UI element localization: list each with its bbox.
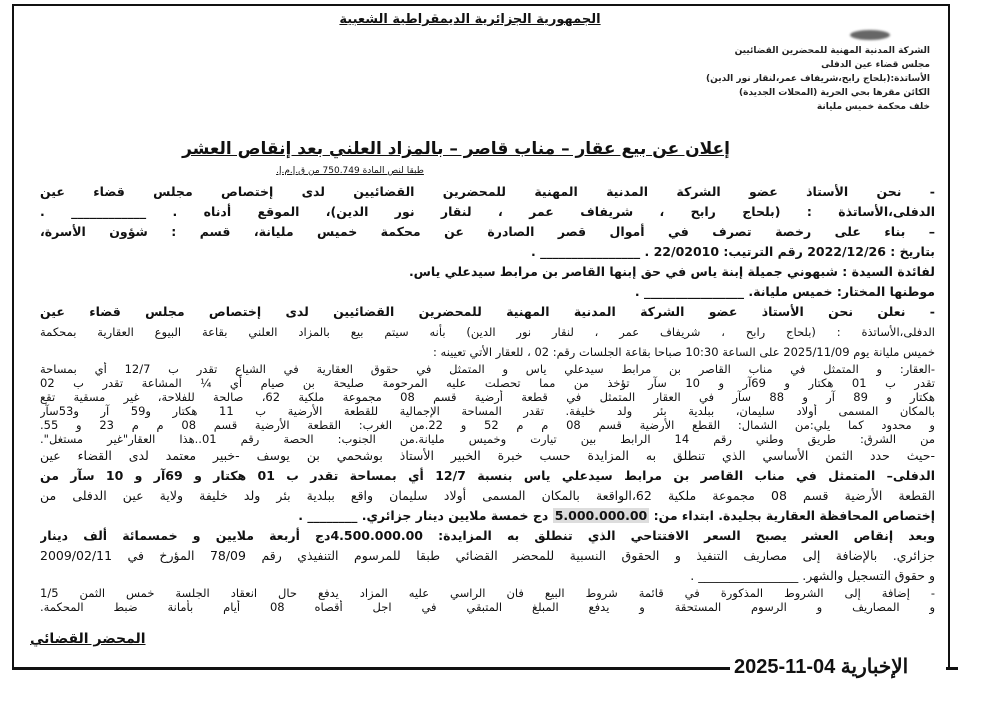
bottom-rule-tail [946, 667, 958, 670]
body-line: بالمكان المسمى أولاد سليمان، ببلدية بئر ولد خليفة. تقدر المساحة الإجمالية للقطعة الأرضية ب 11 هكتار و59 آر و53سآر [40, 404, 935, 418]
letterhead-line: الشركة المدنية المهنية للمحضرين القضائيين [734, 46, 930, 56]
body-line: و المصاريف و الرسوم المستحقة و يدفع المبلغ المتبقي في اجل أقصاه 08 أيام بأمانة ضبط المحكمة. [40, 600, 935, 614]
republic-heading: الجمهورية الجزائرية الديمقراطية الشعبية [339, 12, 601, 27]
letterhead-line: الأساتذة:(بلحاج رابح،شريفاف عمر،لنقار نور الدين) [706, 74, 930, 84]
price-line [40, 506, 935, 526]
body-line: - نحن الأستاذ عضو الشركة المدنية المهنية للمحضرين القضائيين لدى إختصاص مجلس قضاء عين [40, 184, 935, 199]
body-line: موطنها المختار: خميس مليانة. ________________ . [634, 284, 935, 299]
body-line: و محدود كما يلي:من الشمال: القطع الأرضية قسم 08 م م 52 و 22.من الغرب: القطعة الأرضية قسم 08 م م 23 و 55. [40, 418, 935, 432]
body-line: - إضافة إلى الشروط المذكورة في قائمة شروط البيع فان الراسي عليه المزاد يدفع حال انعقاد الجلسة خمس الثمن 1/5 [40, 586, 935, 600]
body-line: بتاريخ : 2022/12/26 رقم الترتيب: 22/02010 . ________________ . [531, 244, 935, 259]
bailiff-signature: المحضر القضائي [30, 631, 146, 647]
body-line: لفائدة السيدة : شبهوني جميلة إبنة ياس في حق إبنها القاصر بن مرابط سيدعلي ياس. [408, 264, 935, 279]
body-line: القطعة الأرضية قسم 08 مجموعة ملكية 62،الواقعة بالمكان المسمى أولاد سليمان واقع ببلدية بئر ولد خليفة ولاية عين الدفلى من [40, 488, 935, 503]
base-price: 5.000.000.00 [554, 508, 648, 523]
body-line: الدفلى،الأساتذة : (بلحاج رابح ، شريفاف عمر ، لنقار نور الدين) بأنه سيتم بيع بالمزاد العلني بقاعة البيوع العقارية بمحكمة [40, 325, 935, 339]
body-line: خميس مليانة يوم 2025/11/09 على الساعة 10:30 صباحا بقاعة الجلسات رقم: 02 ، للعقار الأتي تعيينه : [433, 345, 935, 359]
emblem-logo [850, 30, 890, 40]
body-line: الدفلى،الأساتذة : (بلحاج رابح ، شريفاف عمر ، لنقار نور الدين)، الموقع أدناه . ____________ . [40, 204, 935, 219]
body-line: -حيث حدد الثمن الأساسي الذي تنطلق به المزايدة حسب خبرة الخبير الأستاذ بوشحمي بن يوسف -خبير معتمد لدى القضاء عين [40, 448, 935, 463]
letterhead-line: الكائن مقرها بحي الحرية (المحلات الجديدة) [739, 88, 930, 98]
body-line: من الشرق: طريق وطني رقم 14 الرابط بين تيارت وخميس مليانة.من الجنوب: الحصة رقم 01..هذا العقار"غير مستغل". [40, 432, 935, 446]
publication-footer: الإخبارية 04-11-2025 [734, 656, 909, 678]
letterhead [610, 30, 930, 114]
price-words: دج خمسة ملايين دينار جزائري. ________ . [298, 508, 549, 523]
body-line: -العقار: و المتمثل في مناب القاصر بن مرابط سيدعلي ياس و المتمثل في حقوق العقارية في الشياع تقدر ب 12/7 أي بمساحة [40, 362, 935, 376]
body-line: هكتار و 89 آر و 88 سآر في العقار المتمثل في قطعة أرضية قسم 08 مجموعة ملكية 62، صالحة للفلاحة، غير مسقية تقع [40, 390, 935, 404]
bottom-rule [12, 667, 730, 670]
body-line: وبعد إنقاص العشر يصبح السعر الافتتاحي الذي تنطلق به المزايدة: 4.500.000.00دج أربعة ملايين و خمسمائة ألف دينار [40, 528, 935, 543]
notice-body [40, 182, 935, 614]
letterhead-line: مجلس قضاء عين الدفلى [821, 60, 930, 70]
body-line: الدفلى– المتمثل في مناب القاصر بن مرابط سيدعلي ياس بنسبة 12/7 أي بمساحة تقدر ب 01 هكتار و 69آر و 10 سآر من [40, 468, 935, 483]
notice-title: إعلان عن بيع عقار – مناب قاصر – بالمزاد العلني بعد إنقاص العشر [182, 139, 730, 159]
body-line: جزائري. بالإضافة إلى مصاريف التنفيذ و الحقوق النسبية للمحضر القضائي طبقا للمرسوم التنفيذي رقم 78/09 المؤرخ في 2009/02/11 [40, 548, 935, 563]
body-line: تقدر ب 01 هكتار و 69آر و 10 سآر تؤخذ من مما تحصلت عليه المرحومة صليحة بن صيام أي ¼ المشاعة تقدر ب 02 [40, 376, 935, 390]
body-line: – بناء على رخصة تصرف في أموال قصر الصادرة عن محكمة خميس مليانة، قسم : شؤون الأسرة، [40, 224, 935, 239]
price-prefix: إختصاص المحافظة العقارية بجليدة. ابتداء من: [653, 508, 935, 523]
body-line: - نعلن نحن الأستاذ عضو الشركة المدنية المهنية للمحضرين القضائيين لدى إختصاص مجلس قضاء عين [40, 304, 935, 319]
body-line: و حقوق التسجيل والشهر. ________________ . [690, 568, 935, 583]
notice-subtitle: طبقا لنص المادة 750.749 من ق.إ.م.إ. [276, 166, 424, 176]
letterhead-line: خلف محكمة خميس مليانة [816, 102, 930, 112]
